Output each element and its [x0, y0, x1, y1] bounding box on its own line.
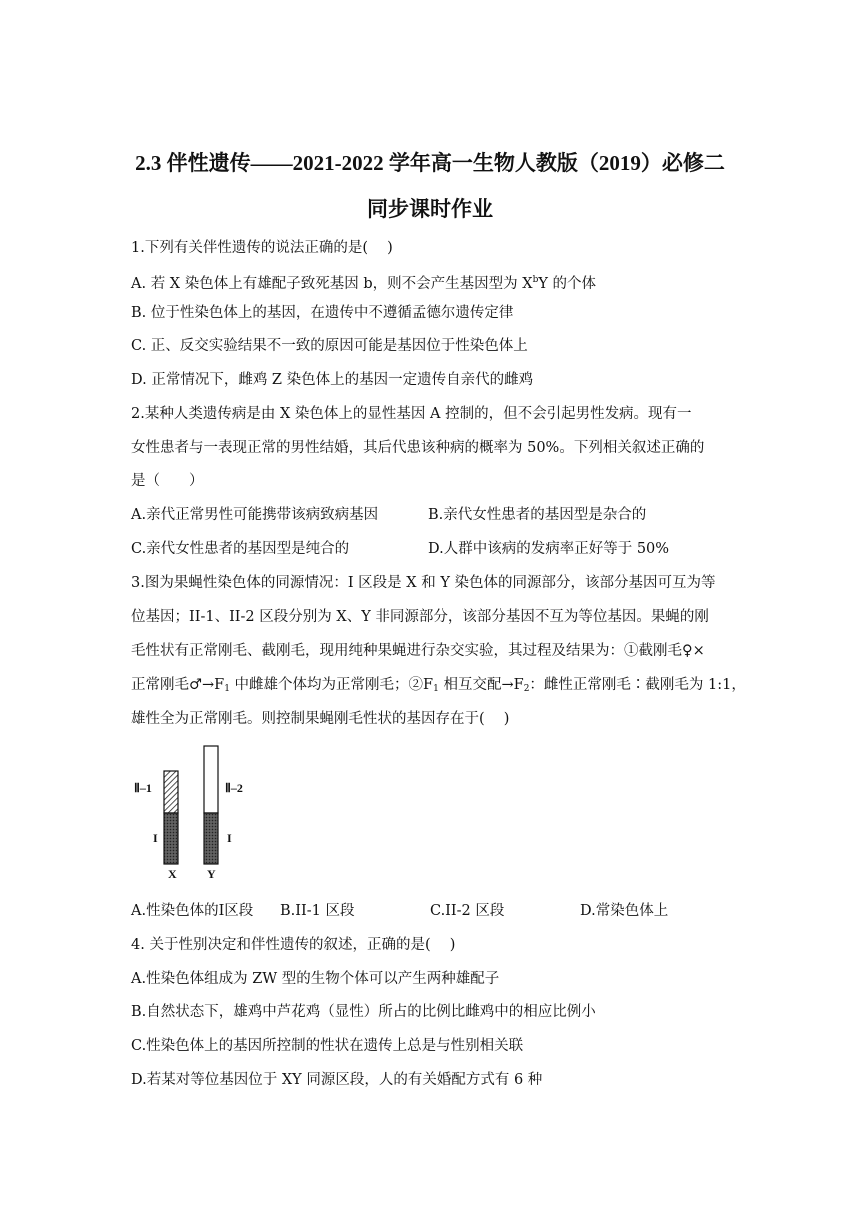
q3-option-b: B.II-1 区段: [280, 903, 355, 919]
q2-stem-line3: 是（ ）: [131, 473, 204, 489]
label-ii1: Ⅱ–1: [134, 781, 152, 795]
q1-option-d: D. 正常情况下，雌鸡 Z 染色体上的基因一定遗传自亲代的雌鸡: [131, 372, 534, 388]
q2-option-a: A.亲代正常男性可能携带该病致病基因: [131, 507, 379, 523]
q3-option-a: A.性染色体的I区段: [131, 903, 254, 919]
label-ii2: Ⅱ–2: [225, 781, 243, 795]
chromosome-figure: [131, 742, 261, 882]
label-i-left: I: [153, 831, 158, 845]
y-region-ii2: [204, 746, 218, 813]
q2-option-c: C.亲代女性患者的基因型是纯合的: [131, 541, 350, 557]
q2-stem-line2: 女性患者与一表现正常的男性结婚，其后代患该种病的概率为 50%。下列相关叙述正确的: [131, 440, 705, 456]
q1-option-b: B. 位于性染色体上的基因，在遗传中不遵循孟德尔遗传定律: [131, 305, 514, 321]
q3-stem-line3: 毛性状有正常刚毛、截刚毛，现用纯种果蝇进行杂交实验，其过程及结果为：①截刚毛♀×: [131, 643, 705, 659]
q3-stem-line4: 正常刚毛$♂\to F_1$ 中雌雄个体均为正常刚毛；$②F_1$ 相互交配$\to F_2$：雌性正常刚毛∶截刚毛为 1:1，: [131, 677, 746, 694]
label-y: Y: [207, 867, 216, 881]
document-title-line1: 2.3 伴性遗传——2021-2022 学年高一生物人教版（2019）必修二: [135, 151, 725, 175]
label-x: X: [168, 867, 177, 881]
q3-stem-line2: 位基因；II-1、II-2 区段分别为 X、Y 非同源部分，该部分基因不互为等位基因。果蝇的刚: [131, 609, 709, 625]
document-title-line2: 同步课时作业: [367, 197, 493, 221]
q4-stem: 4. 关于性别决定和伴性遗传的叙述，正确的是( ): [131, 937, 456, 953]
q3-stem-line1: 3.图为果蝇性染色体的同源情况：I 区段是 X 和 Y 染色体的同源部分，该部分基因可互为等: [131, 575, 716, 591]
y-region-i: [204, 813, 218, 864]
q4-option-c: C.性染色体上的基因所控制的性状在遗传上总是与性别相关联: [131, 1038, 524, 1054]
q1-option-c: C. 正、反交实验结果不一致的原因可能是基因位于性染色体上: [131, 338, 528, 354]
q4-option-b: B.自然状态下，雄鸡中芦花鸡（显性）所占的比例比雌鸡中的相应比例小: [131, 1004, 596, 1020]
q1-option-a: A. 若 X 染色体上有雄配子致死基因 b，则不会产生基因型为 $X^bY$ 的个体: [131, 275, 597, 292]
q3-stem-line5: 雄性全为正常刚毛。则控制果蝇刚毛性状的基因存在于( ): [131, 711, 510, 727]
q4-option-a: A.性染色体组成为 ZW 型的生物个体可以产生两种雄配子: [131, 971, 500, 987]
q1-stem: 1.下列有关伴性遗传的说法正确的是( ): [131, 240, 393, 256]
q3-option-c: C.II-2 区段: [430, 903, 505, 919]
x-region-ii1: [164, 771, 178, 813]
q2-stem-line1: 2.某种人类遗传病是由 X 染色体上的显性基因 A 控制的，但不会引起男性发病。现有一: [131, 406, 692, 422]
q3-option-d: D.常染色体上: [580, 903, 669, 919]
q4-option-d: D.若某对等位基因位于 XY 同源区段，人的有关婚配方式有 6 种: [131, 1072, 543, 1088]
x-region-i: [164, 813, 178, 864]
label-i-right: I: [227, 831, 232, 845]
q2-option-b: B.亲代女性患者的基因型是杂合的: [428, 507, 647, 523]
q2-option-d: D.人群中该病的发病率正好等于 50%: [428, 541, 670, 557]
